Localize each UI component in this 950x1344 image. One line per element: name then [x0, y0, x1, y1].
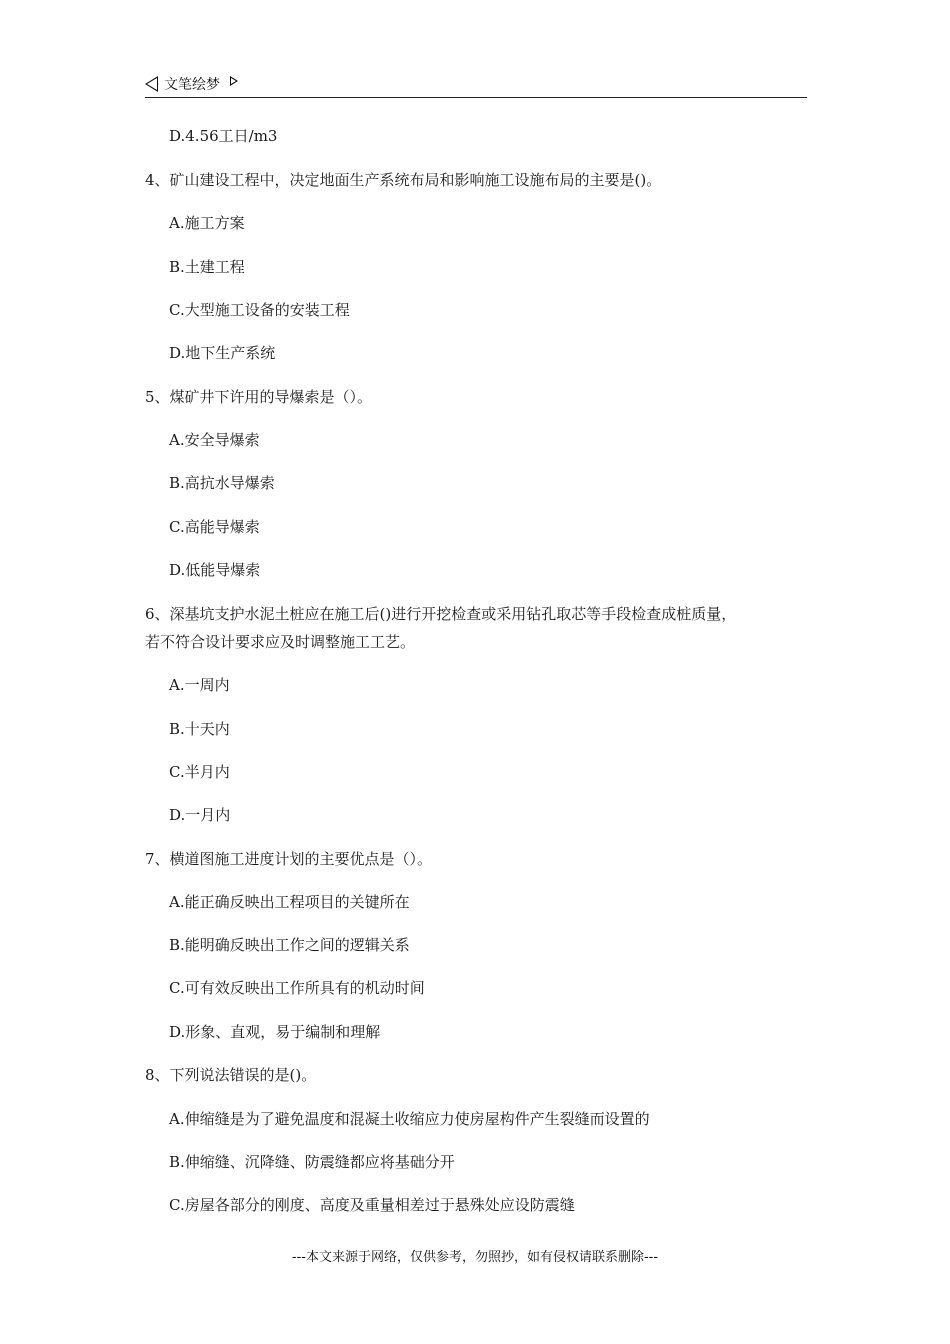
- option-line: A.伸缩缝是为了避免温度和混凝土收缩应力使房屋构件产生裂缝而设置的: [169, 1110, 650, 1128]
- option-line: B.伸缩缝、沉降缝、防震缝都应将基础分开: [169, 1153, 455, 1171]
- question-line: 4、矿山建设工程中，决定地面生产系统布局和影响施工设施布局的主要是()。: [145, 171, 662, 189]
- header-divider: [145, 97, 807, 98]
- triangle-left-icon: [145, 76, 158, 92]
- option-line: B.能明确反映出工作之间的逻辑关系: [169, 936, 410, 954]
- option-line: A.安全导爆索: [169, 431, 260, 449]
- option-line: B.高抗水导爆索: [169, 474, 275, 492]
- option-line: D.地下生产系统: [169, 344, 276, 362]
- option-line: D.低能导爆索: [169, 561, 261, 579]
- question-line: 6、深基坑支护水泥土桩应在施工后()进行开挖检查或采用钻孔取芯等手段检查成桩质量，: [145, 605, 737, 623]
- option-line: C.房屋各部分的刚度、高度及重量相差过于悬殊处应设防震缝: [169, 1196, 575, 1214]
- option-line: A.施工方案: [169, 214, 245, 232]
- question-line: 8、下列说法错误的是()。: [145, 1066, 317, 1084]
- option-line: D.4.56工日/m3: [169, 127, 278, 145]
- option-line: C.可有效反映出工作所具有的机动时间: [169, 979, 425, 997]
- option-line: C.大型施工设备的安装工程: [169, 301, 350, 319]
- question-line: 若不符合设计要求应及时调整施工工艺。: [145, 633, 416, 651]
- option-line: D.形象、直观，易于编制和理解: [169, 1023, 381, 1041]
- option-line: A.能正确反映出工程项目的关键所在: [169, 893, 410, 911]
- page-footer: ---本文来源于网络，仅供参考，勿照抄，如有侵权请联系删除---: [291, 1250, 659, 1265]
- option-line: C.半月内: [169, 763, 230, 781]
- question-line: 5、煤矿井下许用的导爆索是（）。: [145, 388, 373, 406]
- option-line: C.高能导爆索: [169, 518, 260, 536]
- question-line: 7、横道图施工进度计划的主要优点是（）。: [145, 850, 433, 868]
- option-line: B.土建工程: [169, 258, 245, 276]
- header-brand: [145, 74, 238, 94]
- option-line: A.一周内: [169, 676, 230, 694]
- option-line: D.一月内: [169, 806, 231, 824]
- triangle-right-icon: [230, 76, 238, 86]
- page-header: [145, 72, 807, 98]
- option-line: B.十天内: [169, 720, 230, 738]
- brand-text: 文笔绘梦: [164, 77, 220, 93]
